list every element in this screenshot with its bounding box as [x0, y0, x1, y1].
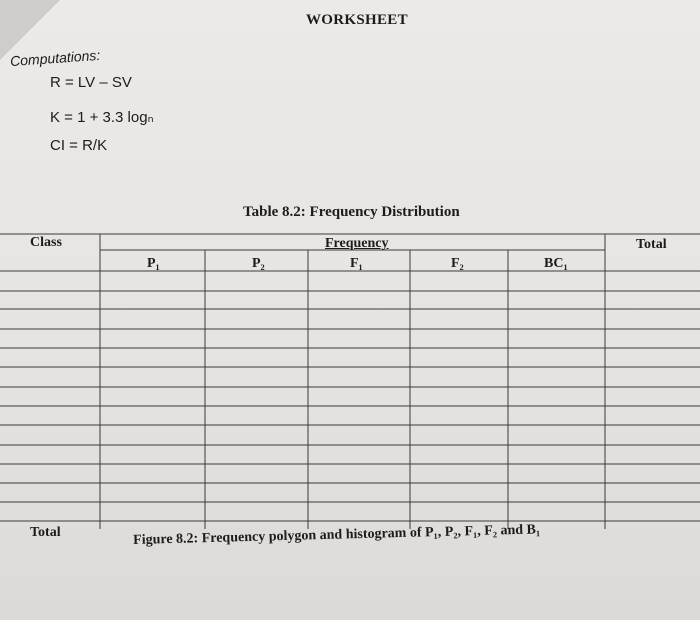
- formula-range: R = LV – SV: [50, 74, 132, 91]
- header-frequency: Frequency: [325, 236, 389, 251]
- table-grid: [0, 229, 700, 539]
- worksheet-title: WORKSHEET: [306, 12, 408, 28]
- subheader-p1: P₁: [147, 256, 160, 271]
- header-total: Total: [636, 237, 667, 252]
- subheader-f1: F₁: [350, 256, 363, 271]
- subheader-bc1: BC₁: [544, 256, 568, 271]
- figure-caption: Figure 8.2: Frequency polygon and histogram of P₁, P₂, F₁, F₂ and B₁: [133, 522, 541, 548]
- formula-class-interval: CI = R/K: [50, 137, 108, 154]
- subheader-p2: P₂: [252, 256, 265, 271]
- footer-total-label: Total: [30, 525, 61, 540]
- table-caption: Table 8.2: Frequency Distribution: [243, 204, 460, 220]
- subheader-f2: F₂: [451, 256, 464, 271]
- frequency-table: [0, 229, 700, 539]
- formula-classes: K = 1 + 3.3 logₙ: [50, 109, 154, 126]
- header-class: Class: [30, 235, 62, 250]
- computations-label: Computations:: [9, 46, 101, 70]
